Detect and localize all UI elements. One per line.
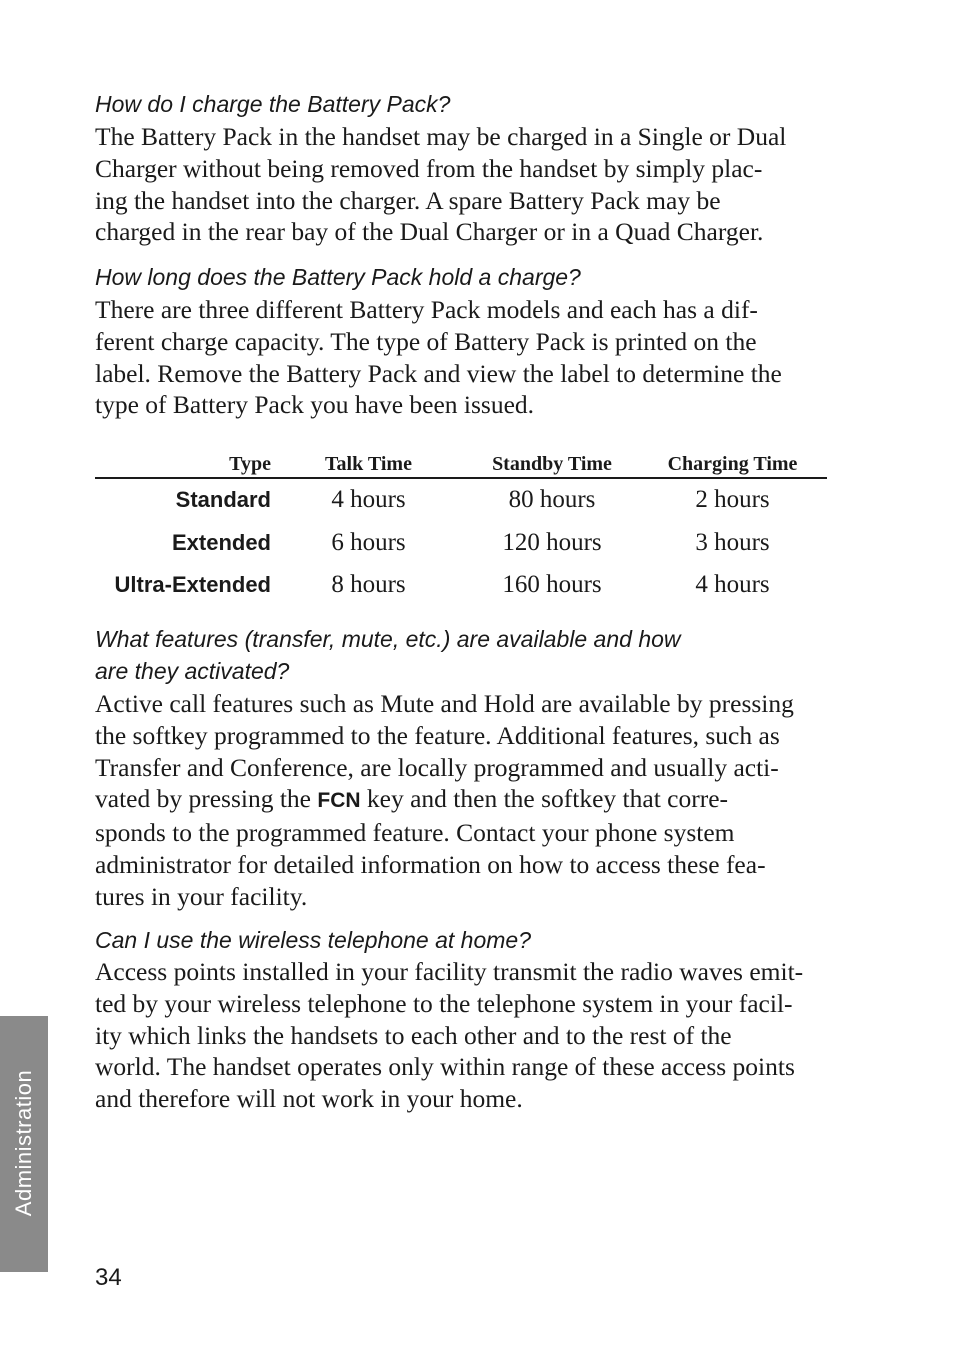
charging-time-cell: 2 hours <box>695 486 770 514</box>
talk-time-cell: 8 hours <box>331 571 406 599</box>
side-tab-label: Administration <box>11 1069 36 1217</box>
text-line: ted by your wireless telephone to the telephone system in your facil- <box>95 988 793 1018</box>
column-header-charging-time: Charging Time <box>638 445 827 478</box>
charging-time-cell: 4 hours <box>695 571 770 599</box>
talk-time-cell: 4 hours <box>331 486 406 514</box>
text-line: administrator for detailed information on how to access these fea- <box>95 849 766 879</box>
text-line: Access points installed in your facility transmit the radio waves emit- <box>95 957 804 986</box>
paragraph-wireless-at-home <box>95 956 835 1115</box>
text-line: There are three different Battery Pack models and each has a dif- <box>95 295 758 324</box>
column-header-type: Type <box>95 445 271 478</box>
column-header-standby-time: Standby Time <box>466 445 638 478</box>
text-line: charged in the rear bay of the Dual Charger or in a Quad Charger. <box>95 217 764 247</box>
charging-time-cell: 3 hours <box>695 528 770 556</box>
text-line: Active call features such as Mute and Hold are available by pressing <box>95 689 794 718</box>
text-line: world. The handset operates only within range of these access points <box>95 1052 795 1082</box>
text-line: and therefore will not work in your home. <box>95 1084 523 1114</box>
standby-time-cell: 120 hours <box>502 528 602 556</box>
text-line: the softkey programmed to the feature. Additional features, such as <box>95 720 780 750</box>
paragraph-charge-battery <box>95 121 835 248</box>
talk-time-cell: 6 hours <box>331 528 406 556</box>
row-type-cell: Ultra-Extended <box>114 572 271 598</box>
text-line: The Battery Pack in the handset may be charged in a Single or Dual <box>95 122 787 151</box>
text-line: ity which links the handsets to each other and to the rest of the <box>95 1020 732 1050</box>
heading-line: are they activated? <box>95 658 290 684</box>
heading-battery-hold-charge: How long does the Battery Pack hold a charge? <box>95 264 581 290</box>
table-row <box>95 522 827 565</box>
table-row <box>95 564 827 607</box>
row-type-cell: Standard <box>175 487 271 513</box>
text-fragment: vated by pressing the <box>95 784 318 814</box>
text-line: tures in your facility. <box>95 881 308 911</box>
table-row <box>95 478 827 522</box>
text-line: Transfer and Conference, are locally programmed and usually acti- <box>95 752 779 782</box>
text-line: Charger without being removed from the handset by simply plac- <box>95 153 763 183</box>
paragraph-battery-hold-charge <box>95 294 835 421</box>
heading-wireless-at-home: Can I use the wireless telephone at home? <box>95 927 531 953</box>
heading-line: What features (transfer, mute, etc.) are available and how <box>95 626 681 652</box>
heading-charge-battery: How do I charge the Battery Pack? <box>95 91 451 117</box>
column-header-talk-time: Talk Time <box>271 445 466 478</box>
text-line <box>95 783 835 817</box>
paragraph-features <box>95 688 835 913</box>
text-fragment: key and then the softkey that corre- <box>360 784 729 814</box>
standby-time-cell: 80 hours <box>508 486 596 514</box>
fcn-key-label: FCN <box>317 789 361 813</box>
standby-time-cell: 160 hours <box>502 571 602 599</box>
text-line: type of Battery Pack you have been issued. <box>95 390 535 420</box>
text-line: ing the handset into the charger. A spare Battery Pack may be <box>95 185 721 215</box>
text-line: label. Remove the Battery Pack and view the label to determine the <box>95 358 782 388</box>
row-type-cell: Extended <box>171 529 271 555</box>
heading-features <box>95 623 835 687</box>
page-number: 34 <box>95 1264 122 1291</box>
battery-table <box>95 445 827 607</box>
text-line: ferent charge capacity. The type of Battery Pack is printed on the <box>95 326 757 356</box>
table-header-row <box>95 445 827 478</box>
text-line: sponds to the programmed feature. Contact your phone system <box>95 818 735 848</box>
